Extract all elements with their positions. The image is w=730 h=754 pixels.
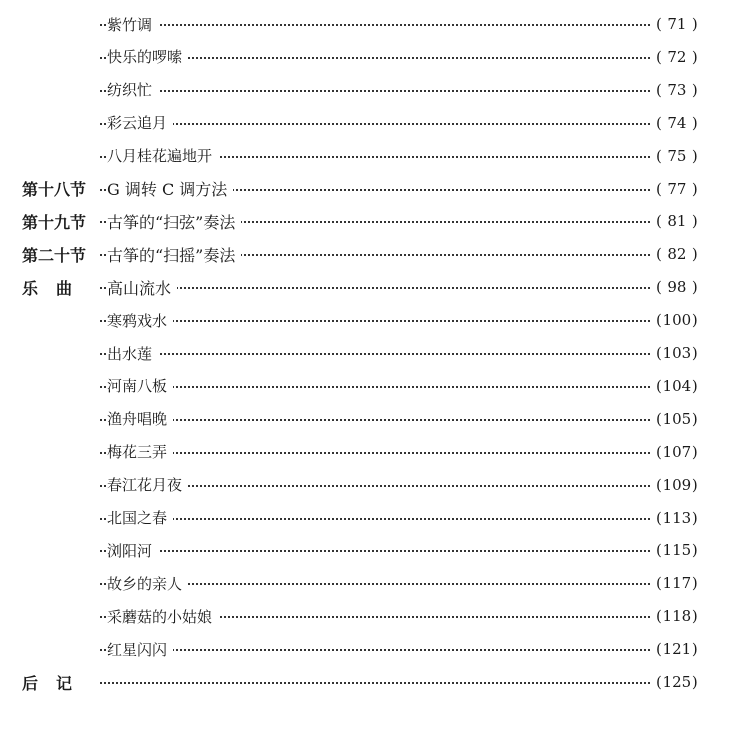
toc-page-number: (113) [656,509,712,527]
toc-entry-title: 高山流水 [107,276,177,299]
toc-entry[interactable] [0,669,730,695]
toc-entry-title: 八月桂花遍地开 [107,145,218,166]
toc-page-number: ( 98 ) [656,278,712,296]
toc-entry[interactable] [0,110,730,136]
dot-leader [100,24,650,26]
toc-entry-title: 春江花月夜 [107,474,188,495]
toc-entry-title: 寒鸦戏水 [107,310,173,331]
dot-leader [100,682,650,684]
toc-page-number: (103) [656,344,712,362]
toc-entry-title: 河南八板 [107,375,173,396]
toc-entry[interactable] [0,406,730,432]
toc-entry[interactable] [0,636,730,662]
toc-page-number: ( 75 ) [656,147,712,165]
toc-entry[interactable] [0,472,730,498]
toc-page-number: (115) [656,541,712,559]
dot-leader [100,518,650,520]
dot-leader [100,123,650,125]
toc-entry[interactable] [0,603,730,629]
toc-page-number: (125) [656,673,712,691]
toc-entry[interactable] [0,44,730,70]
toc-page-number: ( 74 ) [656,114,712,132]
toc-entry-title: 红星闪闪 [107,639,173,660]
toc-entry[interactable] [0,307,730,333]
toc-entry-title: 古筝的“扫摇”奏法 [107,243,241,266]
toc-entry[interactable] [0,274,730,300]
toc-page-number: ( 71 ) [656,15,712,33]
toc-page-number: ( 73 ) [656,81,712,99]
toc-section-label: 后记 [22,671,94,694]
toc-page-number: ( 72 ) [656,48,712,66]
toc-page-number: (100) [656,311,712,329]
toc-entry-title: 彩云追月 [107,112,173,133]
toc-page-number: ( 81 ) [656,212,712,230]
toc-entry[interactable] [0,340,730,366]
toc-entry-title: 渔舟唱晚 [107,408,173,429]
toc-page-number: (121) [656,640,712,658]
dot-leader [100,452,650,454]
toc-entry-title: 出水莲 [107,343,158,364]
toc-entry[interactable] [0,537,730,563]
dot-leader [100,649,650,651]
toc-section-label: 乐曲 [22,278,91,298]
toc-section-label: 第十九节 [22,212,87,232]
toc-page-number: (109) [656,476,712,494]
toc-entry[interactable] [0,373,730,399]
toc-entry[interactable] [0,505,730,531]
toc-entry-title: 故乡的亲人 [107,573,188,594]
toc-entry-title: G 调转 C 调方法 [107,177,233,200]
dot-leader [100,90,650,92]
toc-page-number: (104) [656,377,712,395]
toc-entry[interactable] [0,176,730,202]
toc-entry-title: 快乐的啰嗦 [107,46,188,67]
toc-entry[interactable] [0,11,730,37]
toc-entry[interactable] [0,208,730,234]
dot-leader [100,550,650,552]
toc-section-label: 第二十节 [22,245,87,265]
toc-entry[interactable] [0,570,730,596]
toc-page-number: ( 77 ) [656,180,712,198]
toc-entry[interactable] [0,241,730,267]
toc-page-number: (118) [656,607,712,625]
toc-entry[interactable] [0,439,730,465]
dot-leader [100,353,650,355]
toc-page-number: (107) [656,443,712,461]
toc-page-number: (105) [656,410,712,428]
dot-leader [100,419,650,421]
dot-leader [100,320,650,322]
toc-entry-title: 采蘑菇的小姑娘 [107,606,218,627]
toc-entry-title: 纺织忙 [107,79,158,100]
dot-leader [100,386,650,388]
toc-entry-title: 北国之春 [107,507,173,528]
toc-entry-title: 梅花三弄 [107,441,173,462]
toc-section-label: 第十八节 [22,180,87,199]
toc-entry[interactable] [0,143,730,169]
toc-entry-title: 浏阳河 [107,540,158,561]
toc-entry-title: 古筝的“扫弦”奏法 [107,210,241,233]
toc-page-number: (117) [656,574,712,592]
dot-leader [100,287,650,289]
toc-page-number: ( 82 ) [656,245,712,263]
toc-entry[interactable] [0,77,730,103]
toc-entry-title: 紫竹调 [107,14,158,35]
